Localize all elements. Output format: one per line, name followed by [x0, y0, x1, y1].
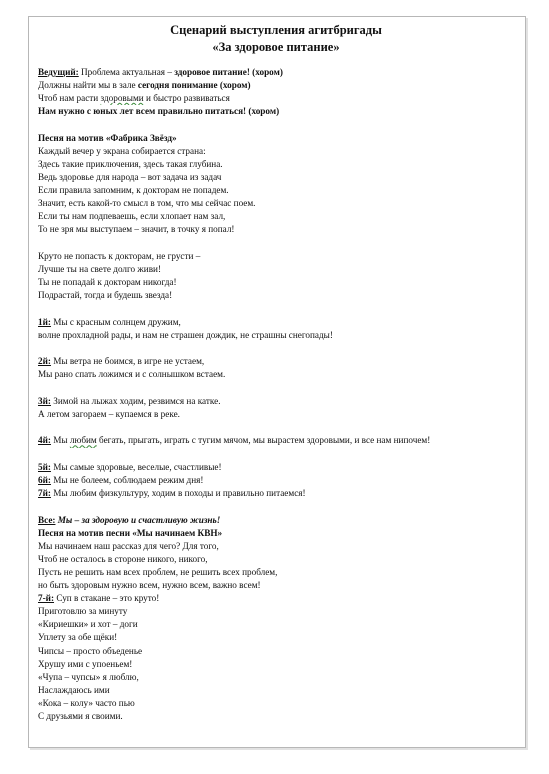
poem-line: «Кока – колу» часто пью: [38, 697, 135, 708]
song2-verse-line: Мы начинаем наш рассказ для чего? Для того,: [38, 540, 219, 551]
part-5-line: 5й: Мы самые здоровые, веселые, счастливые!: [38, 461, 222, 472]
song1-verse-line: То не зря мы выступаем – значит, в точку я попал!: [38, 224, 235, 235]
intro-line-2: Должны найти мы в зале сегодня понимание (хором): [38, 80, 251, 91]
poem-line: Хрушу ими с упоеньем!: [38, 658, 133, 669]
doc-title-line1: Сценарий выступления агитбригады: [170, 23, 382, 37]
part-1-line-2: волне прохладной рады, и нам не страшен дождик, не страшны снегопады!: [38, 329, 333, 340]
part-1-line-1: 1й: Мы с красным солнцем дружим,: [38, 316, 181, 327]
song1-verse-line: Если правила запомним, к докторам не попадем.: [38, 185, 229, 196]
intro-line-1: Ведущий: Проблема актуальная – здоровое питание! (хором): [38, 67, 283, 77]
intro-line-4: Нам нужно с юных лет всем правильно питаться! (хором): [38, 106, 280, 117]
poem-line: «Кириешки» и хот – доги: [38, 619, 138, 630]
intro-line-3: Чтоб нам расти здоровыми и быстро развиваться: [38, 93, 230, 104]
poem-line: Приготовлю за минуту: [38, 606, 128, 617]
song1-verse-line: Ведь здоровье для народа – вот задача из задач: [38, 172, 222, 183]
seventh-line: 7-й: Суп в стакане – это круто!: [38, 593, 160, 604]
song2-heading: Песня на мотив песни «Мы начинаем КВН»: [38, 527, 223, 538]
part-3-line-2: А летом загораем – купаемся в реке.: [38, 408, 180, 419]
part-3-line-1: 3й: Зимой на лыжах ходим, резвимся на катке.: [38, 395, 221, 406]
poem-line: Наслаждаюсь ими: [38, 684, 110, 695]
part-4-line: 4й: Мы любим бегать, прыгать, играть с тугим мячом, мы вырастем здоровыми, и все нам нипочем!: [38, 435, 431, 446]
script-body: [38, 66, 516, 723]
song2-verse-line: Чтоб не осталось в стороне никого, никого,: [38, 553, 208, 564]
song2-verse-line: Пусть не решить нам всех проблем, не решить всех проблем,: [38, 566, 278, 577]
part-2-line-2: Мы рано спать ложимся и с солнышком встаем.: [38, 369, 226, 380]
part-2-line-1: 2й: Мы ветра не боимся, в игре не устаем,: [38, 356, 205, 367]
poem-line: «Чупа – чупсы» я люблю,: [38, 671, 139, 682]
all-line: Все: Мы – за здоровую и счастливую жизнь!: [38, 514, 221, 525]
song1-verse-line: Если ты нам подпеваешь, если хлопает нам зал,: [38, 211, 226, 222]
song1-heading: Песня на мотив «Фабрика Звёзд»: [38, 132, 177, 143]
doc-title-line2: «За здоровое питание»: [212, 40, 340, 54]
song1-chorus-line: Лучше ты на свете долго живи!: [38, 264, 162, 274]
song2-verse-line: но быть здоровым нужно всем, нужно всем, важно всем!: [38, 580, 261, 591]
part-7-line: 7й: Мы любим физкультуру, ходим в походы и правильно питаемся!: [38, 488, 306, 499]
song1-chorus-line: Подрастай, тогда и будешь звезда!: [38, 290, 173, 301]
song1-verse-line: Каждый вечер у экрана собирается страна:: [38, 145, 206, 156]
poem-line: С друзьями я своими.: [38, 710, 123, 721]
part-6-line: 6й: Мы не болеем, соблюдаем режим дня!: [38, 474, 204, 485]
song1-chorus-line: Круто не попасть к докторам, не грусти –: [38, 250, 201, 261]
song1-chorus-line: Ты не попадай к докторам никогда!: [38, 277, 177, 288]
song1-verse-line: Значит, есть какой-то смысл в том, что мы сейчас поем.: [38, 198, 256, 209]
poem-line: Чипсы – просто объеденье: [38, 645, 143, 656]
poem-line: Уплету за обе щёки!: [38, 632, 118, 643]
song1-verse-line: Здесь такие приключения, здесь такая глубина.: [38, 158, 223, 169]
